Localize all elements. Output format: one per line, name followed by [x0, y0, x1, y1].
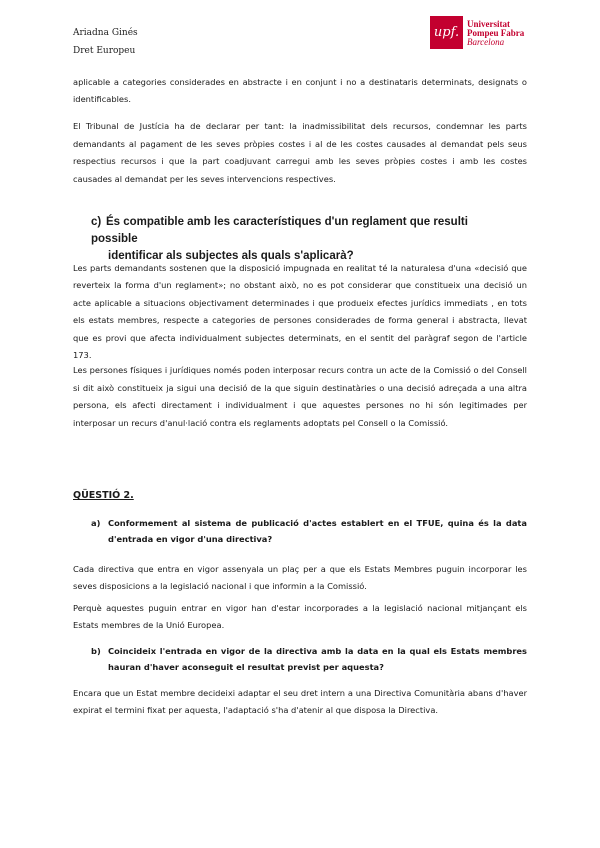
logo-line-1: Universitat — [467, 19, 510, 29]
paragraph-7: Encara que un Estat membre decideixi adaptar el seu dret intern a una Directiva Comunitària abans d'haver expirat el termini fixat per aquesta, l'adaptació s'ha d'atenir al que disposa la Directiva. — [73, 688, 527, 715]
question-2a — [91, 515, 527, 547]
question-2a-label: a) — [91, 518, 101, 528]
logo-line-2: Pompeu Fabra — [467, 28, 525, 38]
question-2a-text: Conformement al sistema de publicació d'actes establert en el TFUE, quina és la data d'entrada en vigor d'una directiva? — [108, 518, 527, 544]
paragraph-1: aplicable a categories considerades en abstracte i en conjunt i no a destinataris determinats, designats o identificables. — [73, 77, 527, 104]
paragraph-4: Les persones físiques i jurídiques només poden interposar recurs contra un acte de la Comissió o del Consell si dit això constitueix ja sigui una decisió de la que siguin destinatàries o una decisió adreçada a una altra persona, els afecti directament i individualment i que aquestes persones no hi són legitimades per interposar un recurs d'anul·lació contra els reglaments adoptats pel Consell o la Comissió. — [73, 365, 527, 428]
upf-logo-icon: upf. — [430, 16, 463, 49]
paragraph-3: Les parts demandants sostenen que la disposició impugnada en realitat té la naturalesa d'una «decisió que reverteix la forma d'un reglament»; no obstant això, no es pot considerar que constitueix una decisió un acte aplicable a situacions objectivament determinades i que produeix efectes jurídics immediats , en tots els estats membres, respecte a categories de persones considerades de forma general i abstracta, llevat que es provi que afecta individualment subjectes determinats, en el sentit del paràgraf segon de l'article 173. — [73, 263, 527, 361]
question-2-title: QÜESTIÓ 2. — [73, 490, 134, 501]
question-2b-label: b) — [91, 646, 101, 656]
author-name: Ariadna Ginés — [73, 28, 138, 38]
question-c-line-1: És compatible amb les característiques d'un reglament que resulti possible — [91, 216, 468, 245]
question-2b-text: Coincideix l'entrada en vigor de la directiva amb la data en la qual els Estats membres hauran d'haver aconseguit el resultat previst per aquesta? — [108, 646, 527, 672]
logo-line-3: Barcelona — [467, 37, 505, 47]
paragraph-6: Perquè aquestes puguin entrar en vigor han d'estar incorporades a la legislació nacional mitjançant els Estats membres de la Unió Europea. — [73, 603, 527, 630]
course-name: Dret Europeu — [73, 46, 136, 56]
paragraph-5: Cada directiva que entra en vigor assenyala un plaç per a que els Estats Membres puguin incorporar les seves disposicions a la legislació nacional i que informin a la Comissió. — [73, 564, 527, 591]
paragraph-2: El Tribunal de Justícia ha de declarar per tant: la inadmissibilitat dels recursos, condemnar les parts demandants al pagament de les seves pròpies costes i al de les costes causades al demandat pels seus respectius recursos i que la part coadjuvant carregui amb les seves pròpies costes i amb les costes causades al demandat per les seves intervencions respectives. — [73, 121, 527, 184]
question-c-heading — [91, 214, 491, 265]
question-2b — [91, 643, 527, 675]
question-c-label: c) — [91, 216, 102, 228]
question-c-line-2: identificar als subjectes als quals s'aplicarà? — [108, 250, 354, 262]
university-logo — [430, 16, 540, 50]
